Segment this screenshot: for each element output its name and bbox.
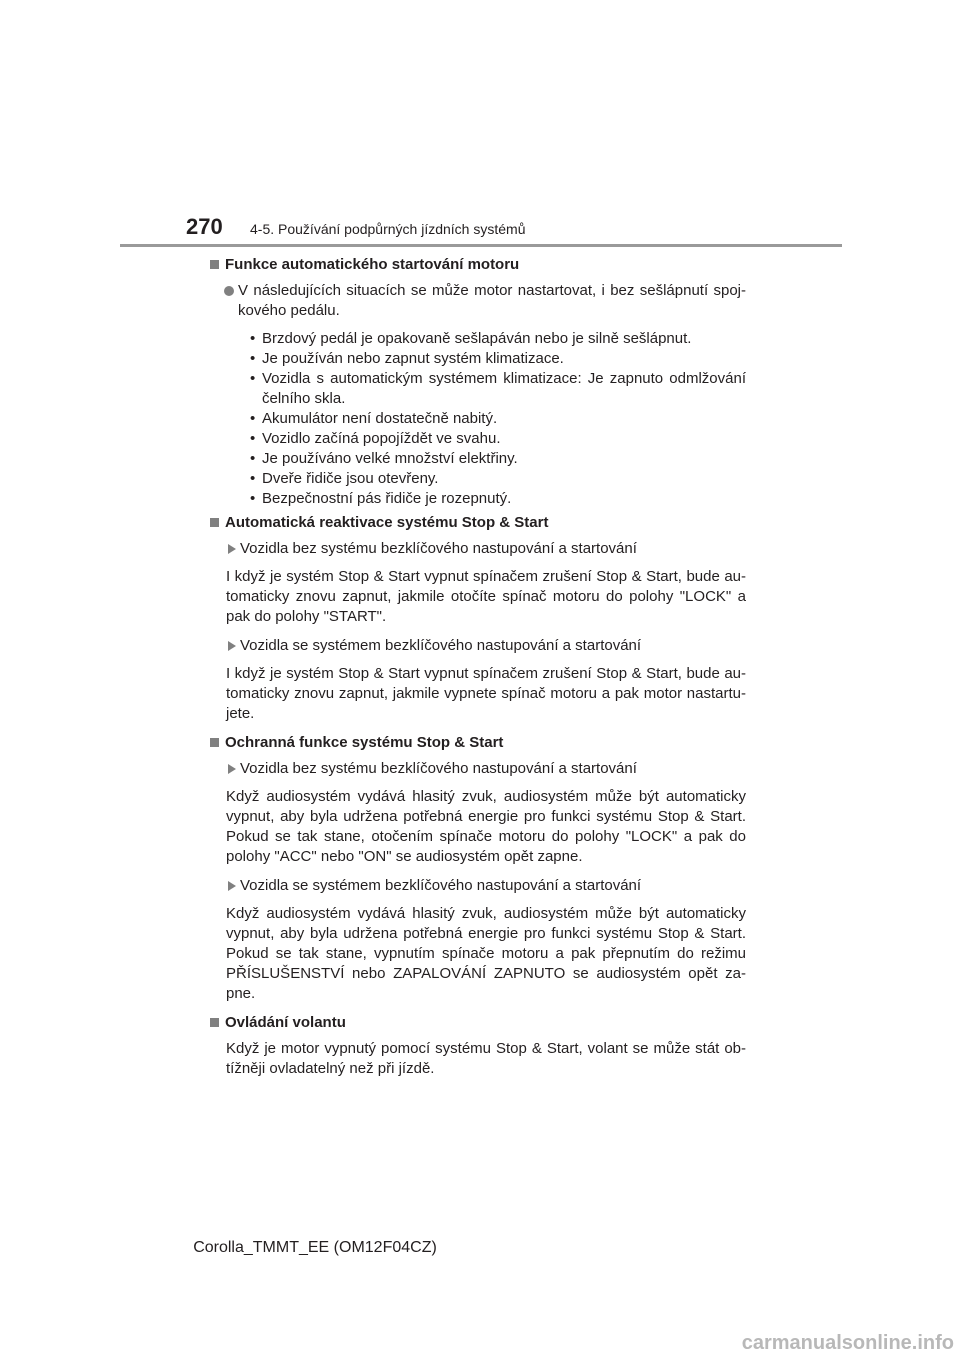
paragraph: Když je motor vypnutý pomocí systému Stop & Start, volant se může stát ob-tížněji ovladatelný než při jízdě. (226, 1040, 746, 1077)
page-content (210, 255, 746, 1079)
condition-list (210, 329, 746, 509)
section-heading-text: Funkce automatického startování motoru (225, 256, 520, 273)
section-heading-auto-start (210, 255, 746, 275)
list-item: • Vozidla s automatickým systémem klimatizace: Je zapnuto odmlžování čelního skla. (250, 369, 746, 409)
paragraph: I když je systém Stop & Start vypnut spínačem zrušení Stop & Start, bude au-tomaticky znovu zapnut, jakmile vypnete spínač motoru a pak motor nastartu-jete. (226, 665, 746, 722)
list-item: • Brzdový pedál je opakovaně sešlapáván nebo je silně sešlápnut. (250, 329, 746, 349)
list-item: • Je používáno velké množství elektřiny. (250, 449, 746, 469)
footer-manual-id: Corolla_TMMT_EE (OM12F04CZ) (193, 1239, 437, 1256)
square-bullet-icon (210, 518, 219, 527)
sub-heading-keyless (210, 636, 746, 656)
sub-heading-text: Vozidla bez systému bezklíčového nastupování a startování (240, 760, 637, 777)
circle-item-text: V následujících situacích se může motor nastartovat, i bez sešlápnutí spoj-kového pedálu. (238, 282, 746, 319)
section-heading-text: Ochranná funkce systému Stop & Start (225, 734, 504, 751)
watermark: carmanualsonline.info (741, 1332, 954, 1354)
sub-heading-text: Vozidla bez systému bezklíčového nastupování a startování (240, 540, 637, 557)
square-bullet-icon (210, 260, 219, 269)
paragraph: I když je systém Stop & Start vypnut spínačem zrušení Stop & Start, bude au-tomaticky znovu zapnut, jakmile otočíte spínač motoru do polohy "LOCK" a pak do polohy "START". (226, 568, 746, 625)
header-divider (120, 244, 842, 247)
list-item: • Bezpečnostní pás řidiče je rozepnutý. (250, 489, 746, 509)
sub-heading-text: Vozidla se systémem bezklíčového nastupování a startování (240, 637, 642, 654)
page-number: 270 (186, 214, 223, 239)
section-heading-text: Ovládání volantu (225, 1014, 346, 1031)
triangle-arrow-icon (228, 641, 236, 651)
list-item: • Vozidlo začíná popojíždět ve svahu. (250, 429, 746, 449)
section-heading-protection (210, 733, 746, 753)
triangle-arrow-icon (228, 544, 236, 554)
sub-heading-keyless (210, 876, 746, 896)
paragraph: Když audiosystém vydává hlasitý zvuk, audiosystém může být automaticky vypnut, aby byla udržena potřebná energie pro funkci systému Stop & Start. Pokud se tak stane, otočením spínače motoru do polohy "LOCK" a pak do polohy "ACC" nebo "ON" se audiosystém opět zapne. (226, 788, 746, 865)
sub-heading-no-keyless (210, 539, 746, 559)
section-heading-steering (210, 1013, 746, 1033)
square-bullet-icon (210, 1018, 219, 1027)
triangle-arrow-icon (228, 881, 236, 891)
list-item: • Je používán nebo zapnut systém klimatizace. (250, 349, 746, 369)
square-bullet-icon (210, 738, 219, 747)
list-item: • Dveře řidiče jsou otevřeny. (250, 469, 746, 489)
chapter-title: 4-5. Používání podpůrných jízdních systémů (250, 221, 526, 237)
triangle-arrow-icon (228, 764, 236, 774)
sub-heading-text: Vozidla se systémem bezklíčového nastupování a startování (240, 877, 642, 894)
list-item: • Akumulátor není dostatečně nabitý. (250, 409, 746, 429)
circle-bullet-icon (224, 286, 234, 296)
circle-item-intro (210, 281, 746, 321)
section-heading-text: Automatická reaktivace systému Stop & Start (225, 514, 549, 531)
section-heading-reactivation (210, 513, 746, 533)
sub-heading-no-keyless (210, 759, 746, 779)
paragraph: Když audiosystém vydává hlasitý zvuk, audiosystém může být automaticky vypnut, aby byla udržena potřebná energie pro funkci systému Stop & Start. Pokud se tak stane, vypnutím spínače motoru a pak přepnutím do režimu PŘÍSLUŠENSTVÍ nebo ZAPALOVÁNÍ ZAPNUTO se audiosystém opět za-pne. (226, 905, 746, 1002)
